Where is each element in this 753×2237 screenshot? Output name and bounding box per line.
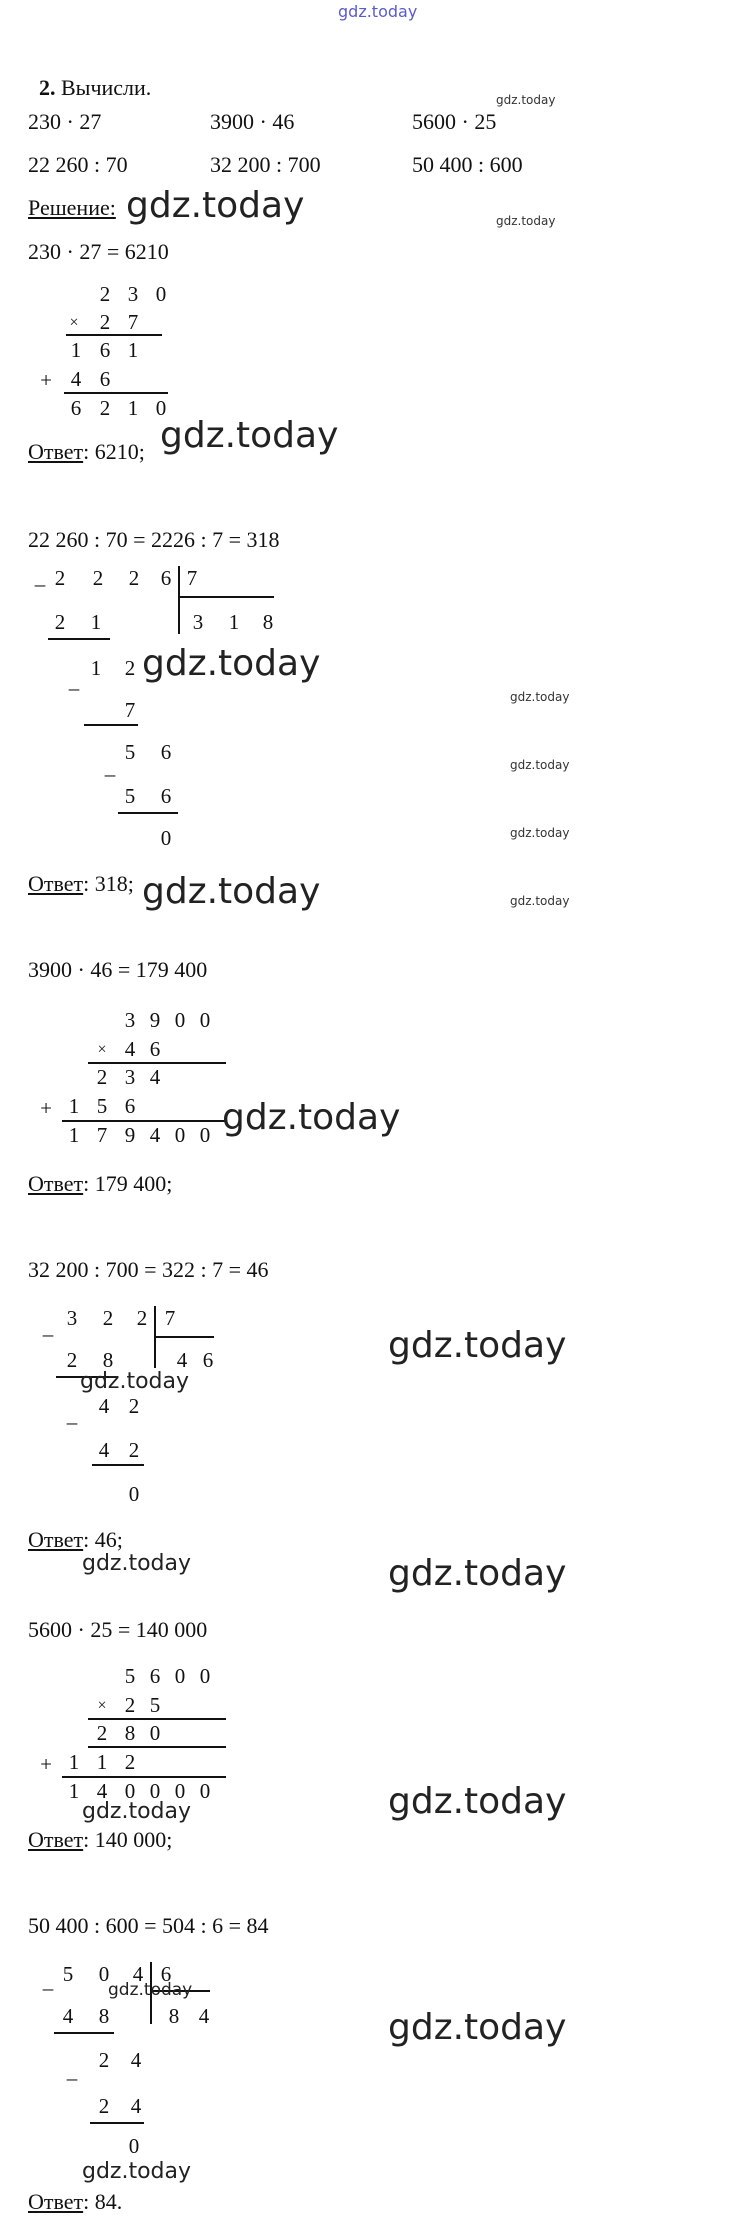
digit: 1 (90, 656, 102, 680)
digit: 3 (127, 282, 139, 306)
equation-2: 22 260 : 70 = 2226 : 7 = 318 (28, 527, 280, 552)
answer-value: : 46; (83, 1527, 123, 1552)
watermark: gdz.today (510, 826, 570, 840)
digit: 2 (66, 1348, 78, 1372)
watermark: gdz.today (160, 415, 339, 456)
digit: 6 (70, 396, 82, 420)
digit: 1 (68, 1094, 80, 1118)
divisor: 7 (164, 1306, 176, 1330)
digit: 2 (96, 1721, 108, 1745)
rule (88, 1746, 226, 1748)
digit: 8 (124, 1721, 136, 1745)
digit: 0 (155, 282, 167, 306)
digit: 2 (96, 1065, 108, 1089)
digit: 6 (149, 1037, 161, 1061)
digit: 4 (96, 1779, 108, 1803)
digit: 6 (160, 740, 172, 764)
digit: 2 (124, 1750, 136, 1774)
plus-sign: + (40, 1752, 52, 1776)
rule (64, 392, 168, 394)
answer-5 (28, 1828, 172, 1852)
solution-label: Решение: (28, 195, 116, 220)
example-1: 230 · 27 (28, 109, 102, 134)
task-title: Вычисли. (61, 75, 152, 100)
digit: 6 (160, 784, 172, 808)
digit: 0 (174, 1008, 186, 1032)
digit: 2 (136, 1306, 148, 1330)
watermark: gdz.today (108, 1980, 193, 2000)
watermark: gdz.today (82, 1551, 192, 1576)
minus-sign: – (68, 676, 80, 700)
digit: 4 (130, 2094, 142, 2118)
digit: 2 (99, 396, 111, 420)
watermark: gdz.today (388, 1325, 567, 1366)
digit: 8 (168, 2004, 180, 2028)
digit: 2 (128, 1438, 140, 1462)
remainder: 0 (128, 2134, 140, 2158)
digit: 3 (66, 1306, 78, 1330)
digit: 1 (90, 610, 102, 634)
rule (118, 812, 178, 814)
digit: 0 (199, 1664, 211, 1688)
digit: 2 (99, 282, 111, 306)
digit: 5 (96, 1094, 108, 1118)
digit: 6 (149, 1664, 161, 1688)
rule (84, 724, 138, 726)
example-5: 32 200 : 700 (210, 152, 321, 177)
answer-label: Ответ (28, 1527, 84, 1552)
rule (88, 1062, 226, 1064)
digit: 2 (92, 566, 104, 590)
digit: 0 (98, 1962, 110, 1986)
digit: 4 (132, 1962, 144, 1986)
digit: 6 (124, 1094, 136, 1118)
watermark: gdz.today (510, 758, 570, 772)
watermark: gdz.today (80, 1369, 190, 1394)
answer-label: Ответ (28, 2189, 84, 2214)
example-2: 3900 · 46 (210, 109, 295, 134)
rule (154, 1336, 214, 1338)
answer-label: Ответ (28, 1171, 84, 1196)
digit: 6 (160, 566, 172, 590)
digit: 1 (68, 1779, 80, 1803)
digit: 0 (174, 1123, 186, 1147)
rule (54, 2032, 114, 2034)
digit: 1 (70, 338, 82, 362)
digit: 2 (54, 610, 66, 634)
digit: 5 (124, 784, 136, 808)
digit: 1 (68, 1750, 80, 1774)
rule (178, 596, 274, 598)
digit: 0 (149, 1779, 161, 1803)
digit: 3 (192, 610, 204, 634)
digit: 5 (124, 740, 136, 764)
rule (62, 1120, 226, 1122)
times-sign: × (97, 1041, 107, 1058)
equation-1: 230 · 27 = 6210 (28, 239, 169, 264)
answer-label: Ответ (28, 871, 84, 896)
watermark: gdz.today (82, 2159, 192, 2184)
equation-4: 32 200 : 700 = 322 : 7 = 46 (28, 1257, 269, 1282)
digit: 7 (124, 698, 136, 722)
digit: 4 (198, 2004, 210, 2028)
times-sign: × (97, 1697, 107, 1714)
task-header (28, 52, 151, 100)
digit: 2 (124, 1693, 136, 1717)
digit: 5 (62, 1962, 74, 1986)
minus-sign: – (104, 762, 116, 786)
rule (66, 334, 162, 336)
digit: 0 (149, 1721, 161, 1745)
digit: 7 (96, 1123, 108, 1147)
minus-sign: – (42, 1976, 54, 2000)
divisor: 7 (186, 566, 198, 590)
digit: 2 (128, 566, 140, 590)
digit: 6 (99, 367, 111, 391)
answer-value: : 318; (83, 871, 134, 896)
top-watermark: gdz.today (338, 2, 418, 21)
rule (88, 1718, 226, 1720)
rule (92, 1464, 144, 1466)
watermark: gdz.today (142, 643, 321, 684)
digit: 2 (124, 656, 136, 680)
watermark: gdz.today (510, 690, 570, 704)
digit: 4 (176, 1348, 188, 1372)
division-bar (178, 566, 180, 634)
digit: 0 (199, 1779, 211, 1803)
minus-sign: – (34, 572, 46, 596)
digit: 2 (54, 566, 66, 590)
divisor: 6 (160, 1962, 172, 1986)
digit: 0 (199, 1123, 211, 1147)
digit: 2 (99, 310, 111, 334)
digit: 7 (127, 310, 139, 334)
digit: 3 (124, 1008, 136, 1032)
digit: 2 (98, 2048, 110, 2072)
digit: 5 (149, 1693, 161, 1717)
plus-sign: + (40, 1096, 52, 1120)
digit: 0 (155, 396, 167, 420)
digit: 1 (127, 396, 139, 420)
answer-label: Ответ (28, 1827, 84, 1852)
answer-value: : 6210; (83, 439, 145, 464)
digit: 3 (124, 1065, 136, 1089)
remainder: 0 (160, 826, 172, 850)
watermark: gdz.today (388, 1781, 567, 1822)
digit: 0 (199, 1008, 211, 1032)
rule (48, 638, 110, 640)
digit: 2 (98, 2094, 110, 2118)
answer-4 (28, 1528, 123, 1552)
digit: 1 (127, 338, 139, 362)
answer-1 (28, 440, 145, 464)
watermark: gdz.today (126, 185, 305, 226)
remainder: 0 (128, 1482, 140, 1506)
example-4: 22 260 : 70 (28, 152, 128, 177)
minus-sign: – (66, 1410, 78, 1434)
digit: 9 (124, 1123, 136, 1147)
minus-sign: – (42, 1322, 54, 1346)
watermark: gdz.today (496, 93, 556, 107)
watermark: gdz.today (82, 1799, 192, 1824)
plus-sign: + (40, 368, 52, 392)
digit: 4 (130, 2048, 142, 2072)
digit: 8 (102, 1348, 114, 1372)
digit: 1 (68, 1123, 80, 1147)
times-sign: × (69, 314, 79, 331)
digit: 4 (149, 1123, 161, 1147)
digit: 4 (124, 1037, 136, 1061)
example-3: 5600 · 25 (412, 109, 497, 134)
digit: 5 (124, 1664, 136, 1688)
answer-value: : 140 000; (83, 1827, 173, 1852)
task-number: 2. (39, 75, 56, 100)
watermark: gdz.today (510, 894, 570, 908)
answer-6 (28, 2190, 122, 2214)
minus-sign: – (66, 2066, 78, 2090)
digit: 4 (70, 367, 82, 391)
equation-3: 3900 · 46 = 179 400 (28, 957, 208, 982)
digit: 4 (62, 2004, 74, 2028)
digit: 6 (99, 338, 111, 362)
digit: 9 (149, 1008, 161, 1032)
answer-2 (28, 872, 134, 896)
digit: 8 (262, 610, 274, 634)
watermark: gdz.today (388, 1553, 567, 1594)
answer-value: : 84. (83, 2189, 123, 2214)
digit: 0 (174, 1664, 186, 1688)
rule (90, 2122, 144, 2124)
equation-5: 5600 · 25 = 140 000 (28, 1617, 208, 1642)
watermark: gdz.today (496, 214, 556, 228)
digit: 8 (98, 2004, 110, 2028)
digit: 6 (202, 1348, 214, 1372)
answer-3 (28, 1172, 172, 1196)
answer-value: : 179 400; (83, 1171, 173, 1196)
watermark: gdz.today (388, 2007, 567, 2048)
digit: 4 (98, 1438, 110, 1462)
digit: 1 (96, 1750, 108, 1774)
digit: 4 (98, 1394, 110, 1418)
watermark: gdz.today (222, 1097, 401, 1138)
example-6: 50 400 : 600 (412, 152, 523, 177)
rule (62, 1776, 226, 1778)
digit: 0 (124, 1779, 136, 1803)
digit: 2 (128, 1394, 140, 1418)
digit: 0 (174, 1779, 186, 1803)
watermark: gdz.today (142, 871, 321, 912)
digit: 1 (228, 610, 240, 634)
equation-6: 50 400 : 600 = 504 : 6 = 84 (28, 1913, 269, 1938)
answer-label: Ответ (28, 439, 84, 464)
digit: 4 (149, 1065, 161, 1089)
digit: 2 (102, 1306, 114, 1330)
